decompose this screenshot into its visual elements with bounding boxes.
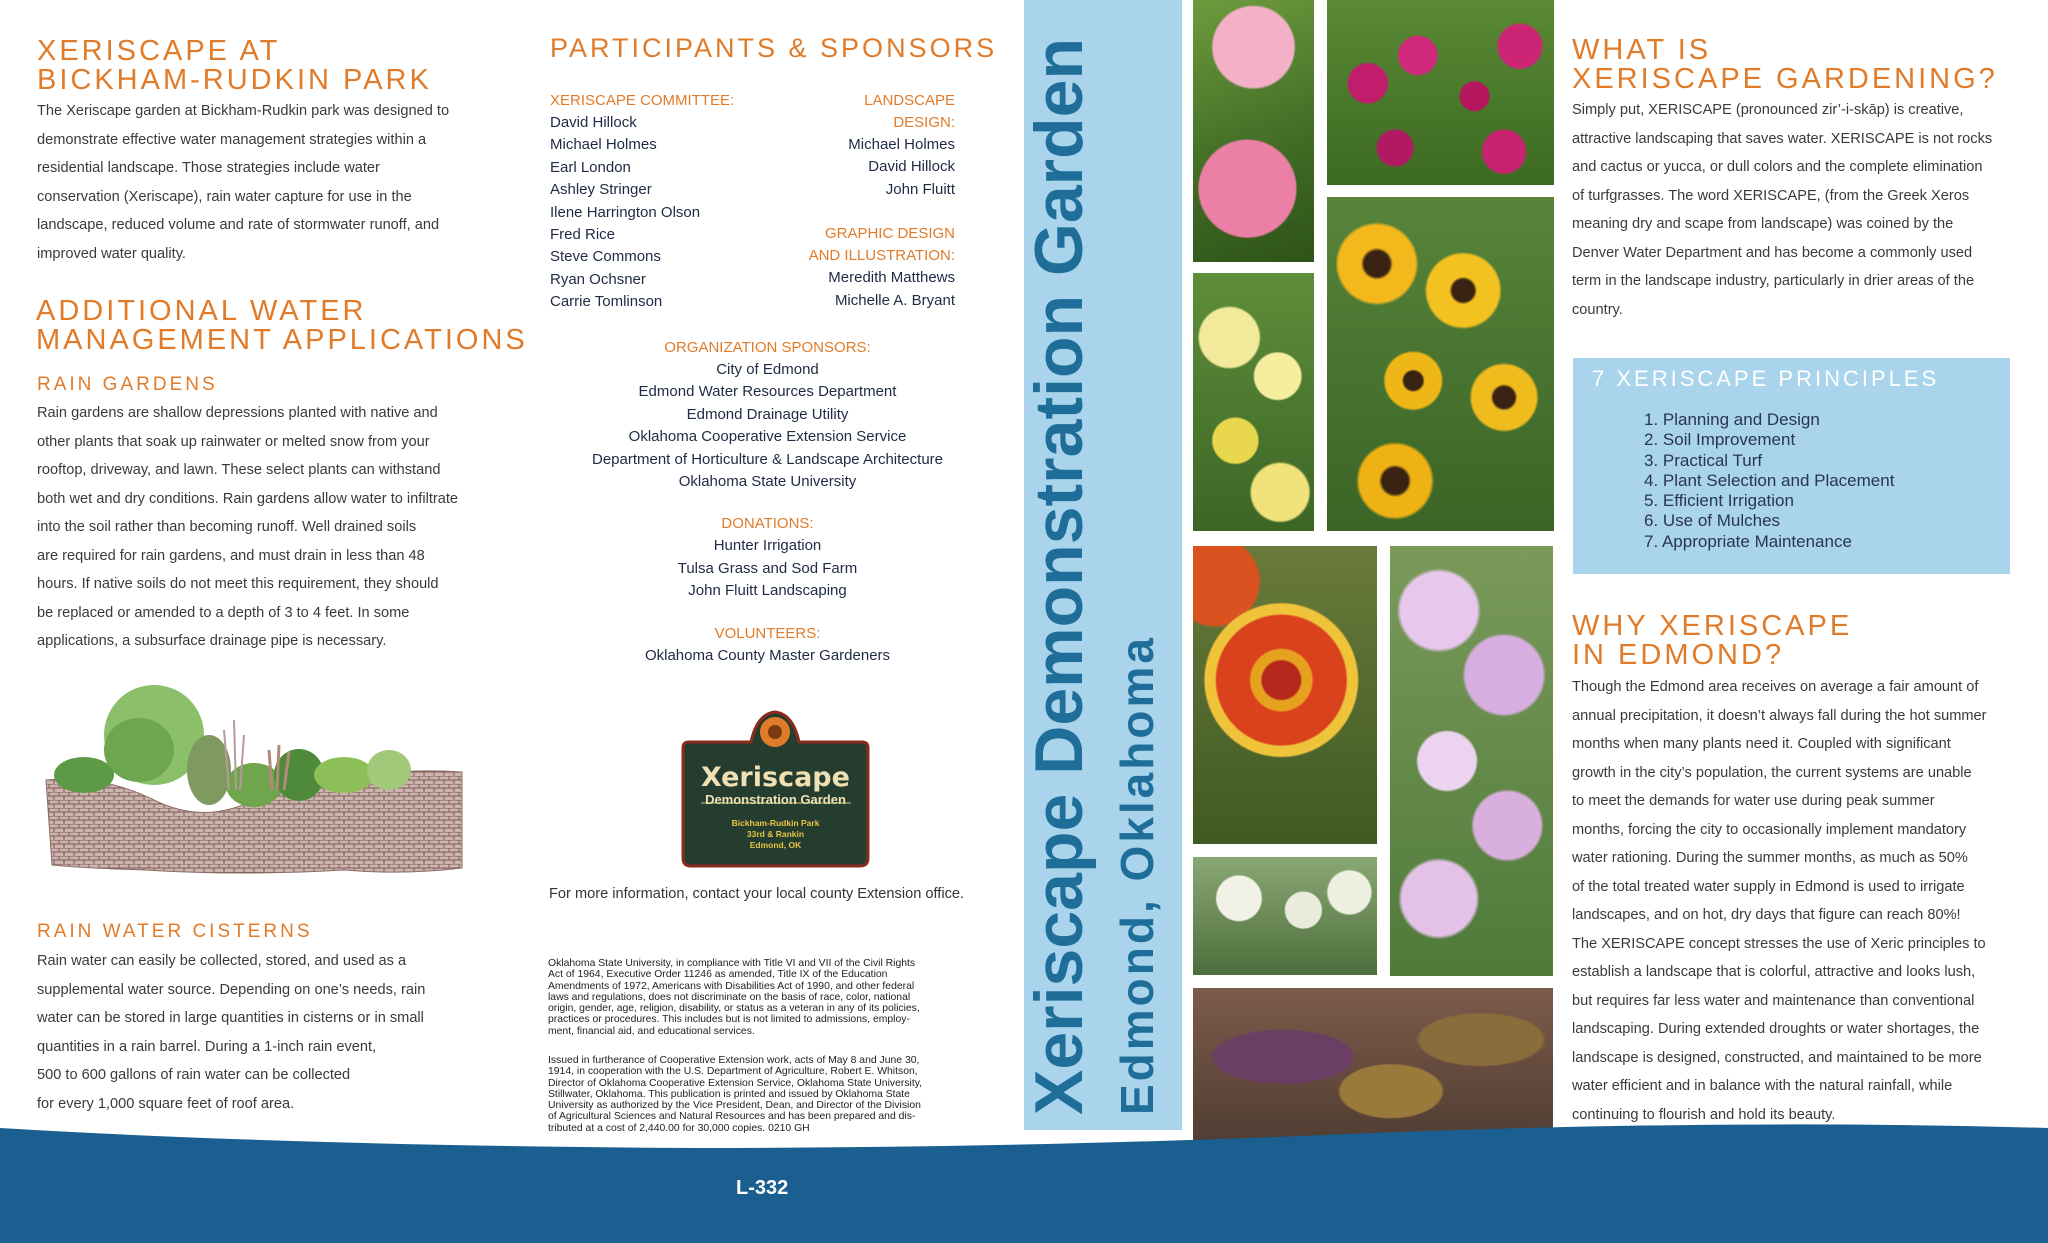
park-title-line: XERISCAPE AT (37, 35, 281, 67)
why-line: months when many plants need it. Coupled with significant (1572, 736, 1951, 752)
intro-line: conservation (Xeriscape), rain water capture for use in the (37, 188, 412, 205)
why-title-line: WHY XERISCAPE (1572, 610, 1853, 642)
org-heading: ORGANIZATION SPONSORS: (664, 339, 871, 356)
garden-sign-logo (673, 708, 878, 870)
committee-member: Fred Rice (550, 226, 616, 244)
principle-item: 7. Appropriate Maintenance (1644, 531, 1852, 551)
committee-member: Michael Holmes (550, 136, 657, 154)
what-is-title (1572, 36, 1998, 94)
rain-gardens-line: are required for rain gardens, and must drain in less than 48 (37, 547, 425, 564)
principles-box (1573, 358, 2010, 574)
photo-yellow-coreopsis (1193, 273, 1314, 531)
issued-line: University as authorized by the Vice President, Dean, and Director of the Division (548, 1100, 921, 1112)
committee-member: Ashley Stringer (550, 181, 652, 199)
what-line: of turfgrasses. The word XERISCAPE, (from the Greek Xeros (1572, 187, 1970, 204)
committee-member: Ilene Harrington Olson (550, 203, 701, 221)
disclaimer-line: origin, gender, age, religion, disability, or status as a veteran in any of its policies, (548, 1003, 920, 1015)
additional-title-line: ADDITIONAL WATER (36, 295, 367, 327)
principles-list (1644, 410, 1894, 552)
rain-gardens-line: applications, a subsurface drainage pipe is necessary. (37, 633, 387, 649)
committee-member: Steve Commons (550, 248, 661, 266)
landscape-heading (809, 90, 955, 134)
what-is-text (1572, 96, 1992, 324)
why-line: months, forcing the city to occasionally implement mandatory (1572, 821, 1967, 838)
graphic-heading-line: GRAPHIC DESIGN (824, 225, 955, 243)
disclaimer-line: Oklahoma State University, in compliance with Title VI and VII of the Civil Rights (548, 958, 916, 969)
principle-item: 3. Practical Turf (1644, 450, 1763, 470)
committee-heading: XERISCAPE COMMITTEE: (550, 92, 735, 109)
committee-member: David Hillock (550, 114, 637, 131)
why-title-line: IN EDMOND? (1572, 639, 1785, 671)
issued-line: Issued in furtherance of Cooperative Extension work, acts of May 8 and June 30, (548, 1055, 920, 1066)
cisterns-line: 500 to 600 gallons of rain water can be collected (37, 1067, 351, 1083)
cisterns-line: quantities in a rain barrel. During a 1-inch rain event, (37, 1038, 377, 1055)
landscape-heading-line: DESIGN: (893, 114, 955, 131)
org-sponsor: Department of Horticulture & Landscape Architecture (591, 450, 943, 468)
intro-line: The Xeriscape garden at Bickham-Rudkin park was designed to (37, 103, 450, 119)
rain-gardens-line: rooftop, driveway, and lawn. These select plants can withstand (37, 462, 441, 478)
why-line: Though the Edmond area receives on average a fair amount of (1572, 679, 1979, 695)
participants-title: PARTICIPANTS & SPONSORS (550, 33, 998, 63)
park-intro (37, 97, 449, 268)
cisterns-line: water can be stored in large quantities in cisterns or in small (37, 1010, 424, 1026)
why-line: water efficient and in balance with the natural rainfall, while (1572, 1078, 1953, 1094)
why-xeriscape-title (1572, 612, 1852, 670)
principle-item: 2. Soil Improvement (1644, 430, 1796, 450)
why-line: landscaping. During extended droughts or water shortages, the (1572, 1021, 1980, 1037)
graphic-heading (809, 223, 955, 267)
photo-white-grasses (1193, 857, 1377, 975)
rain-garden-illustration (44, 680, 464, 880)
what-line: meaning dry and scape from landscape) was coined by the (1572, 216, 1954, 232)
what-title-line: WHAT IS (1572, 34, 1712, 66)
why-line: continuing to flourish and hold its beauty. (1572, 1106, 1836, 1123)
panel-1 (0, 0, 528, 1243)
sign-address-line: Edmond, OK (749, 840, 802, 850)
photo-black-eyed-susans (1327, 197, 1554, 531)
issued-line: tributed at a cost of 2,440.00 for 30,000 copies. 0210 GH (548, 1122, 810, 1134)
volunteers-heading: VOLUNTEERS: (714, 624, 821, 642)
disclaimer-line: laws and regulations, does not discriminate on the basis of race, color, national (548, 991, 911, 1003)
issued-line: Stillwater, Oklahoma. This publication is printed and issued by Oklahoma State (548, 1088, 910, 1100)
issued-line: 1914, in cooperation with the U.S. Department of Agriculture, Robert E. Whitson, (548, 1066, 918, 1078)
intro-line: demonstrate effective water management strategies within a (37, 131, 427, 148)
sign-address-line: Bickham-Rudkin Park (731, 818, 820, 828)
org-sponsor: Edmond Water Resources Department (638, 383, 897, 401)
org-sponsor: City of Edmond (716, 361, 819, 378)
donor: Tulsa Grass and Sod Farm (677, 559, 858, 577)
cisterns-line: Rain water can easily be collected, stored, and used as a (37, 953, 407, 969)
what-line: Simply put, XERISCAPE (pronounced zir’-i-skāp) is creative, (1572, 102, 1964, 118)
volunteer: Oklahoma County Master Gardeners (644, 646, 891, 664)
committee-member: Earl London (550, 158, 631, 176)
donations-heading: DONATIONS: (721, 515, 814, 533)
why-line: water rationing. During the summer months, as much as 50% (1572, 850, 1968, 866)
principle-item: 5. Efficient Irrigation (1644, 491, 1794, 511)
org-sponsor: Oklahoma Cooperative Extension Service (628, 428, 907, 446)
cover-subtitle: Edmond, Oklahoma (1111, 635, 1163, 1115)
cisterns-heading: RAIN WATER CISTERNS (37, 921, 313, 942)
principle-item: 1. Planning and Design (1644, 410, 1820, 429)
landscape-designer: David Hillock (868, 158, 955, 176)
rain-gardens-line: be replaced or amended to a depth of 3 to 4 feet. In some (37, 604, 410, 621)
graphic-designer: Michelle A. Bryant (834, 291, 955, 309)
rain-gardens-line: Rain gardens are shallow depressions planted with native and (37, 405, 438, 421)
sign-subtitle: Demonstration Garden (705, 792, 846, 807)
sign-title: Xeriscape (701, 762, 850, 793)
rain-gardens-line: hours. If native soils do not meet this requirement, they should (37, 576, 439, 592)
disclaimer-line: ment, financial aid, and educational services. (548, 1025, 755, 1037)
why-line: establish a landscape that is colorful, attractive and looks lush, (1572, 964, 1976, 980)
why-xeriscape-text (1572, 673, 1987, 1129)
cisterns-line: for every 1,000 square feet of roof area. (37, 1095, 295, 1112)
photo-blanket-flower (1193, 546, 1377, 844)
panel-4 (1560, 0, 2048, 1243)
rain-gardens-line: other plants that soak up rainwater or melted snow from your (37, 433, 430, 450)
landscape-designer: John Fluitt (885, 180, 955, 198)
graphic-heading-line: AND ILLUSTRATION: (808, 247, 955, 265)
panel-2 (540, 0, 1000, 1243)
photo-pink-phlox (1390, 546, 1553, 976)
contact-info: For more information, contact your local county Extension office. (549, 886, 965, 902)
principle-item: 6. Use of Mulches (1644, 511, 1781, 531)
photo-magenta-globe-amaranth (1327, 0, 1554, 185)
bottom-wave (0, 1118, 2048, 1243)
disclaimer-line: Act of 1964, Executive Order 11246 as amended, Title IX of the Education (548, 969, 888, 981)
what-line: country. (1572, 301, 1623, 318)
what-title-line: XERISCAPE GARDENING? (1572, 63, 1998, 95)
org-sponsor: Edmond Drainage Utility (686, 405, 849, 423)
disclaimer-line: practices or procedures. This includes but is not limited to admissions, employ- (548, 1014, 910, 1026)
donor: John Fluitt Landscaping (688, 582, 847, 600)
rain-gardens-line: into the soil rather than becoming runoff. Well drained soils (37, 519, 417, 535)
donor: Hunter Irrigation (713, 537, 822, 555)
cover-title: Xeriscape Demonstration Garden (1021, 37, 1097, 1115)
committee-member: Ryan Ochsner (550, 270, 646, 288)
cisterns-text (37, 947, 425, 1118)
publication-code: L-332 (736, 1177, 789, 1199)
landscape-designer: Michael Holmes (848, 136, 955, 153)
why-line: annual precipitation, it doesn’t always fall during the hot summer (1572, 707, 1987, 724)
sponsors-block (540, 337, 995, 667)
issued-line: Director of Oklahoma Cooperative Extension Service, Oklahoma State University, (548, 1077, 923, 1089)
landscape-block (809, 90, 955, 312)
rain-gardens-line: both wet and dry conditions. Rain gardens allow water to infiltrate (37, 490, 459, 507)
what-line: Denver Water Department and has become a commonly used (1572, 244, 1973, 261)
why-line: The XERISCAPE concept stresses the use of Xeric principles to (1572, 935, 1986, 952)
why-line: growth in the city’s population, the current systems are unable (1572, 764, 1972, 781)
issued-line: of Agricultural Sciences and Natural Resources and has been prepared and dis- (548, 1111, 916, 1123)
rain-gardens-heading: RAIN GARDENS (37, 374, 218, 395)
what-line: and cactus or yucca, or dull colors and the complete elimination (1572, 159, 1983, 175)
why-line: landscapes, and on hot, dry days that figure can reach 80%! (1572, 907, 1961, 923)
graphic-designer: Meredith Matthews (828, 269, 955, 287)
park-title (37, 37, 432, 95)
disclaimer-line: Amendments of 1972, Americans with Disabilities Act of 1990, and other federal (548, 980, 915, 992)
additional-title-line: MANAGEMENT APPLICATIONS (36, 324, 528, 356)
why-line: but requires far less water and maintenance than conventional (1572, 992, 1975, 1009)
park-title-line: BICKHAM-RUDKIN PARK (37, 64, 432, 96)
committee-block (550, 90, 734, 314)
sign-address-line: 33rd & Rankin (746, 829, 805, 839)
org-sponsor: Oklahoma State University (678, 473, 857, 491)
rain-gardens-text (37, 399, 458, 656)
what-line: attractive landscaping that saves water. XERISCAPE is not rocks (1572, 130, 1993, 147)
principle-item: 4. Plant Selection and Placement (1644, 470, 1895, 490)
why-line: landscape is designed, constructed, and maintained to be more (1572, 1049, 1982, 1066)
additional-applications-title (36, 297, 528, 355)
cisterns-line: supplemental water source. Depending on one’s needs, rain (37, 981, 426, 998)
intro-line: landscape, reduced volume and rate of stormwater runoff, and (37, 217, 440, 233)
disclaimer (548, 958, 996, 1037)
intro-line: improved water quality. (37, 245, 186, 262)
why-line: of the total treated water supply in Edmond is used to irrigate (1572, 878, 1965, 895)
what-line: term in the landscape industry, particularly in drier areas of the (1572, 273, 1975, 289)
committee-member: Carrie Tomlinson (550, 293, 663, 311)
sign-address (673, 818, 878, 851)
principles-title: 7 XERISCAPE PRINCIPLES (1592, 366, 1940, 391)
photo-pink-zinnias (1193, 0, 1314, 262)
why-line: to meet the demands for water use during peak summer (1572, 793, 1935, 809)
intro-line: residential landscape. Those strategies include water (37, 160, 380, 176)
landscape-heading-line: LANDSCAPE (864, 92, 955, 109)
